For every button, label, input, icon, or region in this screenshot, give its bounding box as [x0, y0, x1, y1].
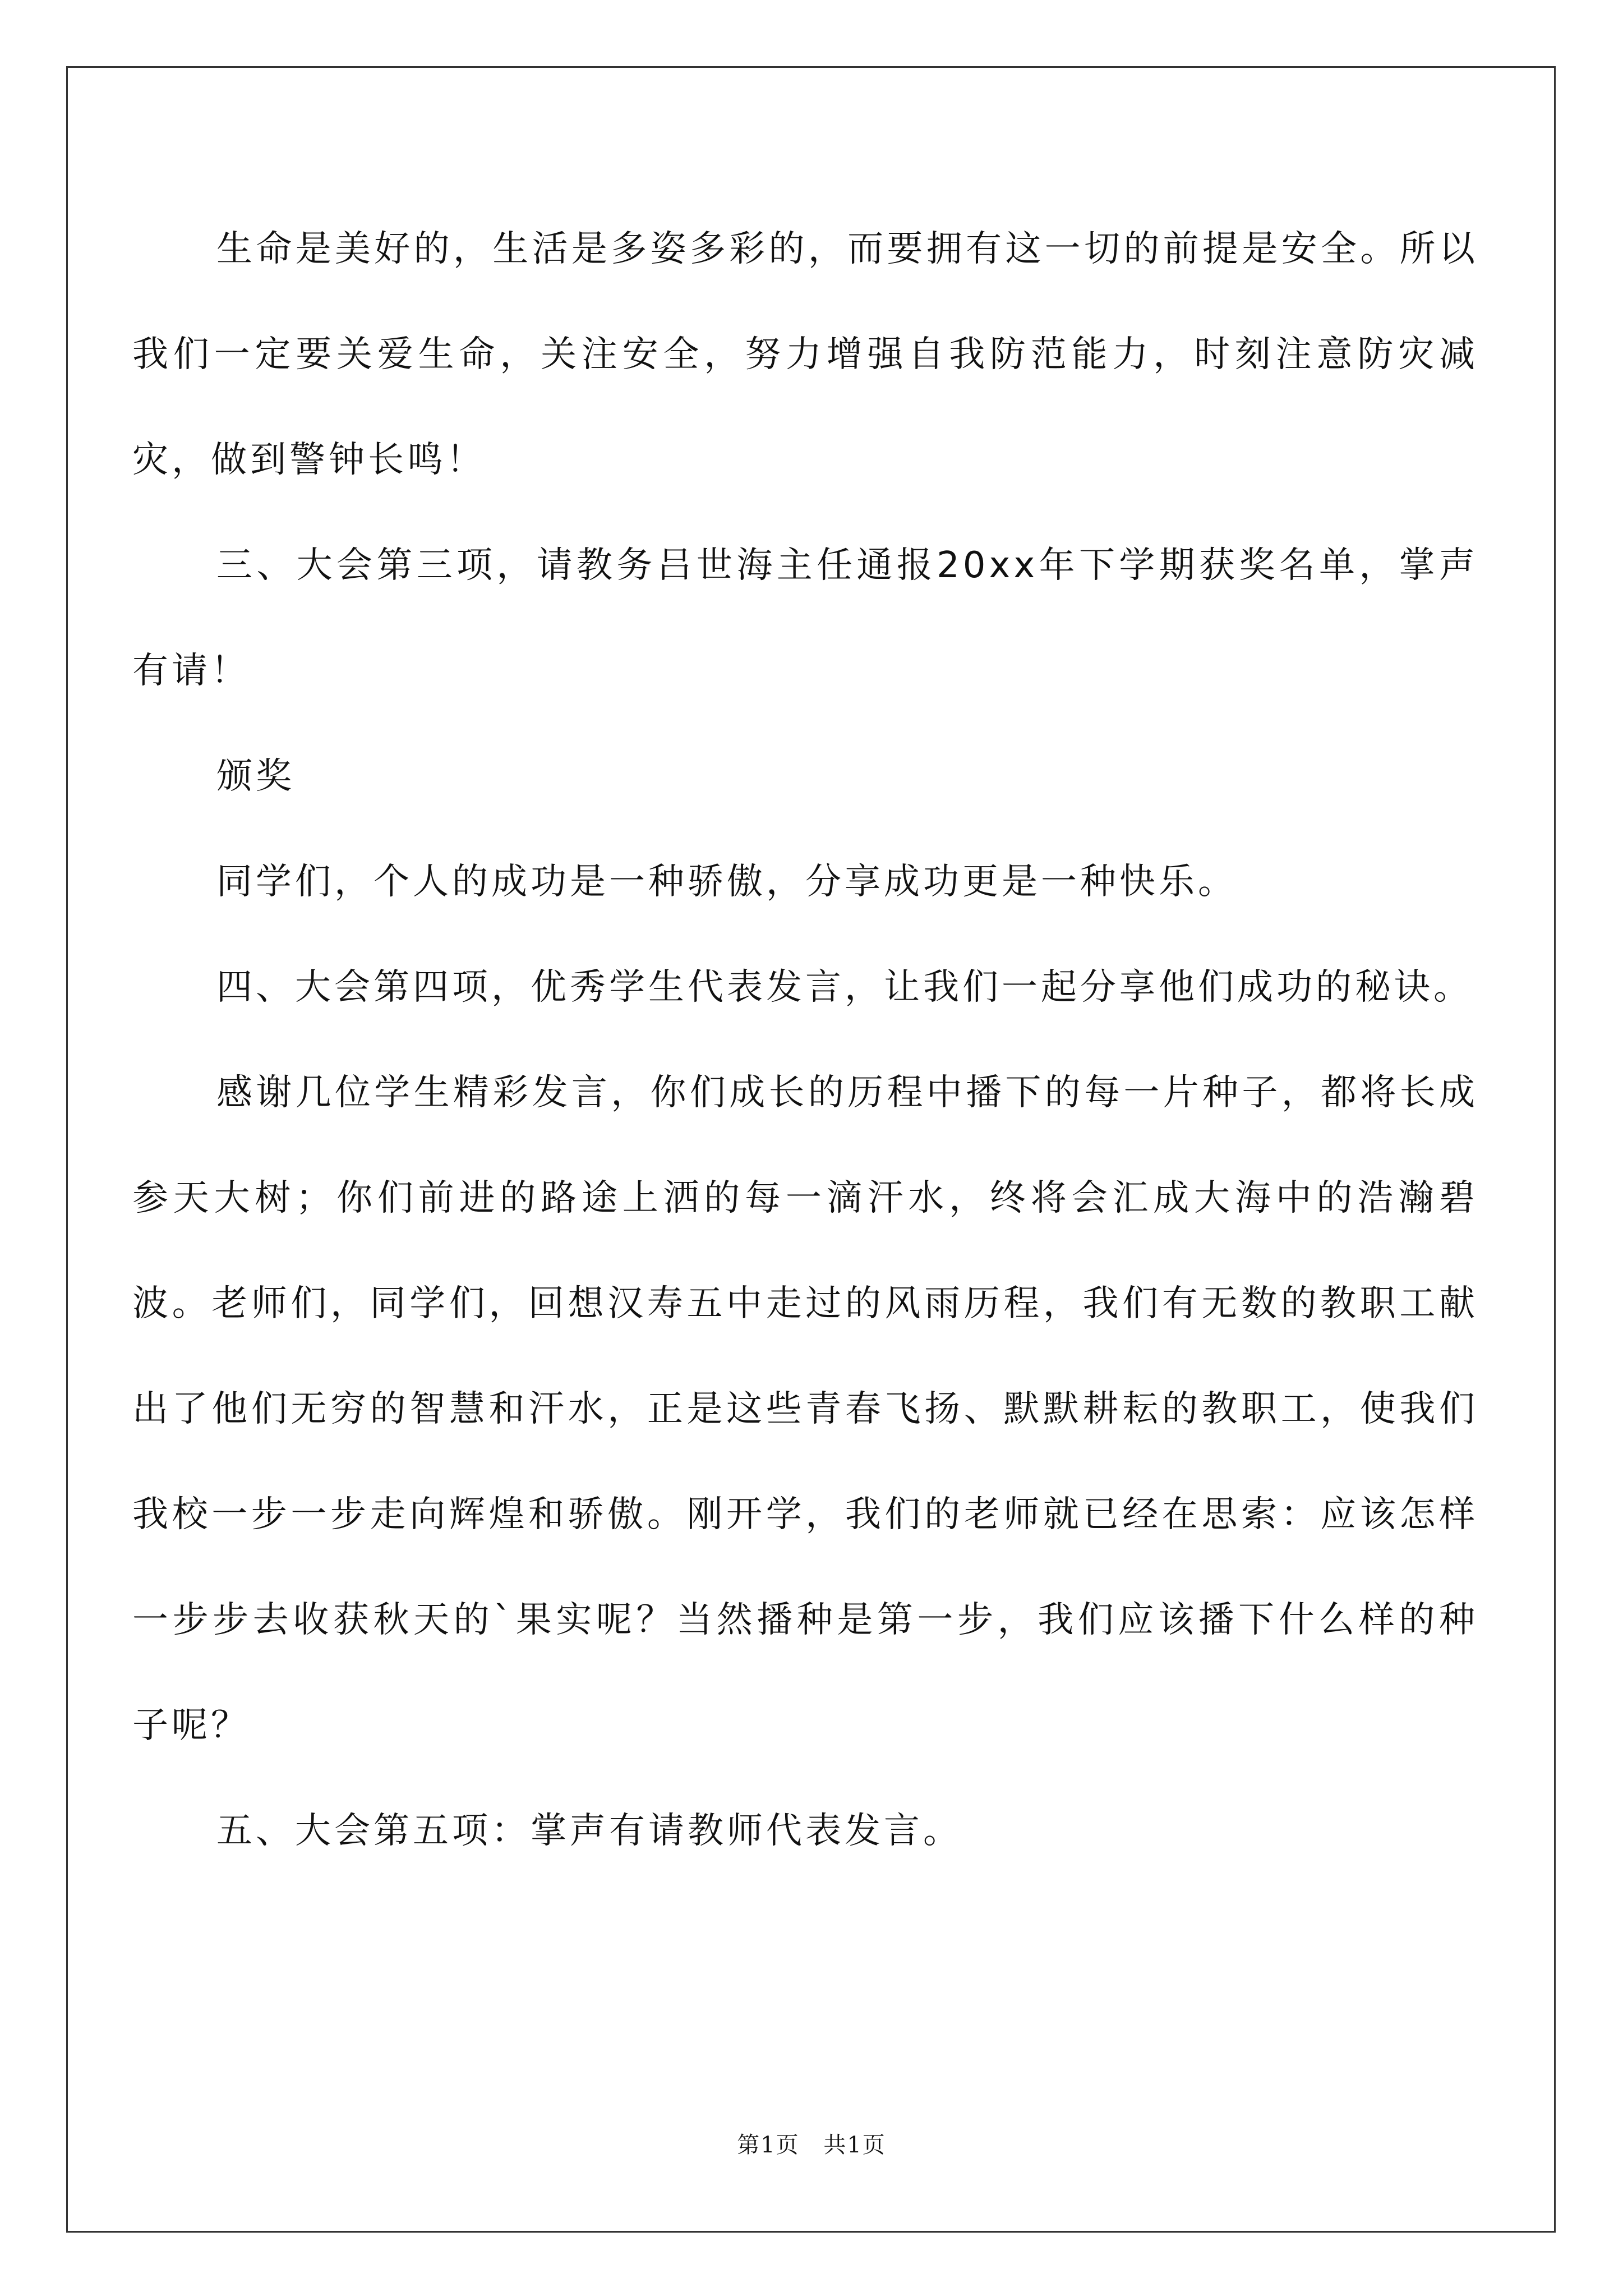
paragraph-item-five: 五、大会第五项：掌声有请教师代表发言。 [216, 1810, 962, 1852]
page-total: 共1页 [823, 2132, 886, 2158]
paragraph-item-three: 三、大会第三项，请教务吕世海主任通报20xx年下学期获奖名单，掌声有请！ [132, 545, 1478, 692]
paragraph-success: 同学们，个人的成功是一种骄傲，分享成功更是一种快乐。 [216, 861, 1237, 903]
page-footer [0, 2127, 1623, 2159]
page-number: 第1页 [737, 2132, 800, 2158]
paragraph-award: 颁奖 [216, 756, 295, 797]
document-body [132, 196, 1478, 1884]
paragraph-item-four: 四、大会第四项，优秀学生代表发言，让我们一起分享他们成功的秘诀。 [216, 967, 1473, 1008]
paragraph-thanks: 感谢几位学生精彩发言，你们成长的历程中播下的每一片种子，都将长成参天大树；你们前进的路途上洒的每一滴汗水，终将会汇成大海中的浩瀚碧波。老师们，同学们，回想汉寿五中走过的风雨历程，我们有无数的教职工献出了他们无穷的智慧和汗水，正是这些青春飞扬、默默耕耘的教职工，使我们我校一步一步走向辉煌和骄傲。刚开学，我们的老师就已经在思索：应该怎样一步步去收获秋天的`果实呢？当然播种是第一步，我们应该播下什么样的种子呢？ [132, 1072, 1478, 1746]
paragraph-safety: 生命是美好的，生活是多姿多彩的，而要拥有这一切的前提是安全。所以我们一定要关爱生命，关注安全，努力增强自我防范能力，时刻注意防灾减灾，做到警钟长鸣！ [132, 228, 1478, 481]
